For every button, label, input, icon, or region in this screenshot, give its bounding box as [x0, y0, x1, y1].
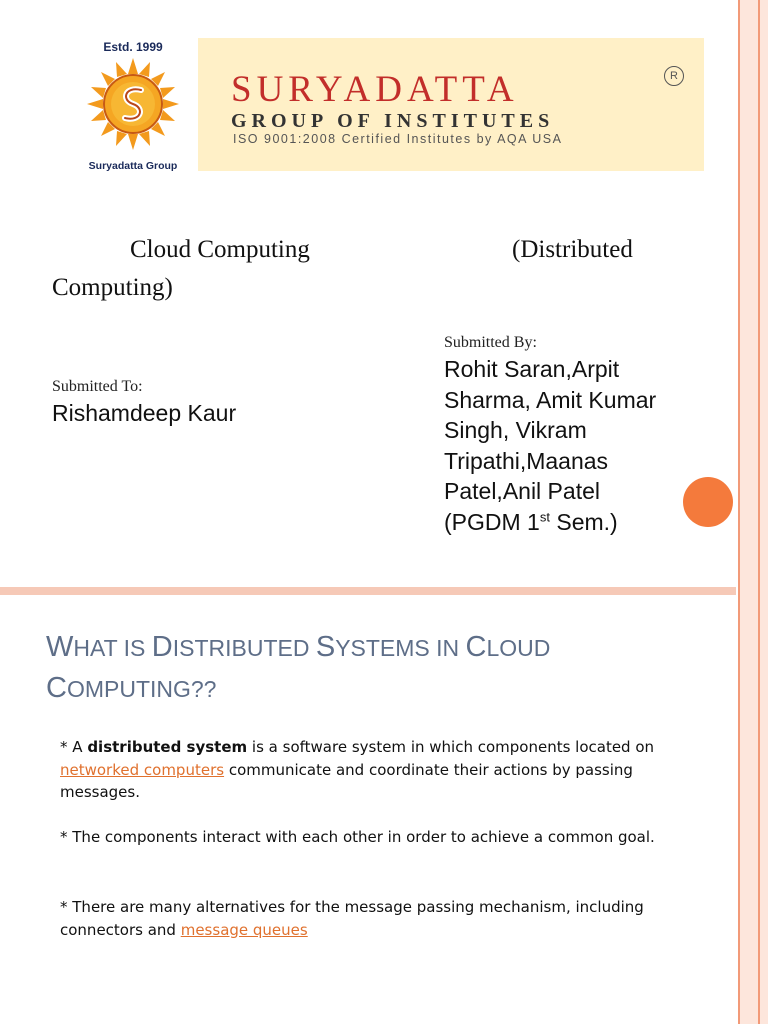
submitted-to-label: Submitted To: — [52, 378, 143, 395]
author-line: Sharma, Amit Kumar — [444, 386, 657, 413]
submitted-by-label: Submitted By: — [444, 334, 537, 351]
institute-banner — [198, 38, 704, 171]
slide-separator — [0, 587, 768, 595]
author-line: Patel,Anil Patel — [444, 478, 600, 504]
submitted-by-names — [444, 354, 694, 537]
heading-line-1: WHAT IS DISTRIBUTED SYSTEMS IN CLOUD — [46, 631, 551, 663]
sun-emblem-icon — [83, 52, 183, 162]
right-decorative-stripes — [736, 0, 768, 1024]
course-line — [444, 507, 694, 538]
decorative-circle — [683, 477, 733, 527]
logo-caption: Suryadatta Group — [88, 160, 178, 172]
paragraph-3: * There are many alternatives for the message passing mechanism, including connectors and message queues — [60, 898, 644, 939]
author-line: Singh, Vikram — [444, 417, 587, 443]
slide-2-heading — [46, 627, 666, 709]
title-part-3: Computing) — [52, 274, 173, 301]
message-queues-link[interactable]: message queues — [180, 920, 308, 939]
title-part-1: Cloud Computing — [130, 236, 310, 263]
brand-name: SURYADATTA — [231, 69, 519, 110]
brand-tagline: GROUP OF INSTITUTES — [231, 110, 555, 132]
title-part-2: (Distributed — [512, 236, 633, 263]
certification-text: ISO 9001:2008 Certified Institutes by AQA USA — [233, 132, 563, 146]
paragraph-2: * The components interact with each other in order to achieve a common goal. — [60, 828, 655, 846]
estd-label: Estd. 1999 — [103, 40, 163, 54]
paragraph-1: * A distributed system is a software system in which components located on networked computers communicate and coordinate their actions by passing messages. — [60, 738, 655, 801]
submitted-to-name: Rishamdeep Kaur — [52, 400, 237, 426]
course-suffix: Sem.) — [549, 508, 618, 535]
author-line: Tripathi,Maanas — [444, 447, 609, 474]
networked-computers-link[interactable]: networked computers — [60, 760, 225, 779]
bold-term: distributed system — [87, 738, 248, 756]
course-prefix: (PGDM 1 — [444, 508, 540, 535]
course-sup: st — [539, 508, 550, 524]
sun-logo — [71, 38, 195, 176]
author-line: Rohit Saran,Arpit — [444, 356, 620, 382]
heading-line-2: COMPUTING?? — [46, 672, 217, 704]
registered-mark-icon: R — [664, 66, 684, 86]
